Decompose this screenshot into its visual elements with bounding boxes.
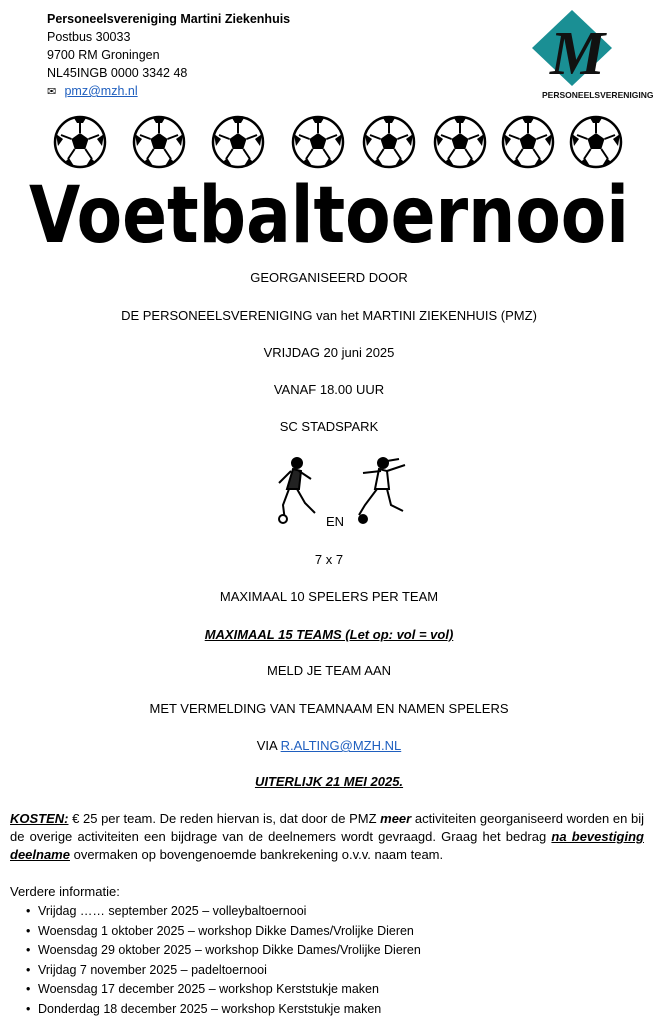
info-list [26, 902, 421, 1019]
list-item: • Woensdag 17 december 2025 – workshop Kerststukje maken [26, 980, 421, 1000]
organiser: DE PERSONEELSVERENIGING van het MARTINI ZIEKENHUIS (PMZ) [121, 308, 537, 323]
info-heading: Verdere informatie: [10, 884, 120, 899]
soccer-ball-icon [293, 117, 343, 167]
male-player-icon [279, 458, 315, 523]
format: 7 x 7 [314, 552, 344, 567]
postbus: Postbus 30033 [47, 30, 131, 44]
iban: NL45INGB 0000 3342 48 [47, 66, 188, 80]
soccer-ball-icon [134, 117, 184, 167]
list-item: • Donderdag 18 december 2025 – workshop Kerststukje maken [26, 1000, 421, 1020]
title-graphic [0, 172, 658, 252]
mail-icon: ✉ [47, 86, 57, 98]
registration-email-link[interactable]: R.ALTING@MZH.NL [280, 738, 402, 753]
pmz-logo [520, 8, 658, 103]
kosten-paragraph [10, 810, 644, 864]
list-item: • Woensdag 29 oktober 2025 – workshop Dikke Dames/Vrolijke Dieren [26, 941, 421, 961]
and-text: EN [326, 514, 345, 529]
female-player-icon [359, 458, 405, 523]
kosten-meer: meer [380, 811, 412, 826]
soccer-ball-icon [571, 117, 621, 167]
kosten-label: KOSTEN: [10, 811, 69, 826]
list-item: • Woensdag 1 oktober 2025 – workshop Dikke Dames/Vrolijke Dieren [26, 922, 421, 942]
players-illustration [265, 455, 425, 527]
via-label: VIA [256, 738, 278, 753]
max-teams: MAXIMAAL 15 TEAMS (Let op: vol = vol) [204, 627, 454, 642]
deadline: UITERLIJK 21 MEI 2025. [254, 774, 404, 789]
logo-text: PERSONEELSVERENIGING [542, 90, 654, 100]
city: 9700 RM Groningen [47, 48, 160, 62]
kosten-text-1: € 25 per team. De reden hiervan is, dat door de PMZ [68, 811, 381, 826]
logo-letter: M [550, 20, 606, 88]
soccer-ball-icon [213, 117, 263, 167]
address-block [47, 10, 290, 101]
kosten-bevestiging: na bevestiging deelname [10, 829, 644, 862]
list-item: • Vrijdag …… september 2025 – volleybaltoernooi [26, 902, 421, 922]
page-title: Voetbaltoernooi [29, 172, 629, 252]
event-date: VRIJDAG 20 juni 2025 [263, 345, 395, 360]
event-time: VANAF 18.00 UUR [273, 382, 385, 397]
soccer-ball-icon [503, 117, 553, 167]
list-item: • Vrijdag 7 november 2025 – padeltoernooi [26, 961, 421, 981]
kosten-text-2: activiteiten georganiseerd worden en bij de overige activiteiten een bijdrage van de deelnemers wordt gevraagd. Graag het bedrag [10, 811, 644, 844]
kosten-text-3: overmaken op bovengenoemde bankrekening o.v.v. naam team. [69, 847, 444, 862]
email-row [47, 82, 290, 101]
register: MELD JE TEAM AAN [266, 663, 391, 678]
via-row [0, 738, 658, 753]
soccer-ball-icon [55, 117, 105, 167]
mention: MET VERMELDING VAN TEAMNAAM EN NAMEN SPELERS [149, 701, 509, 716]
soccer-ball-icon [364, 117, 414, 167]
org-name: Personeelsvereniging Martini Ziekenhuis [47, 12, 291, 26]
event-venue: SC STADSPARK [279, 419, 379, 434]
organised-by: GEORGANISEERD DOOR [250, 270, 408, 285]
soccer-ball-icon [435, 117, 485, 167]
email-link[interactable]: pmz@mzh.nl [64, 84, 138, 98]
max-players: MAXIMAAL 10 SPELERS PER TEAM [219, 589, 439, 604]
soccer-balls-row [40, 114, 640, 170]
